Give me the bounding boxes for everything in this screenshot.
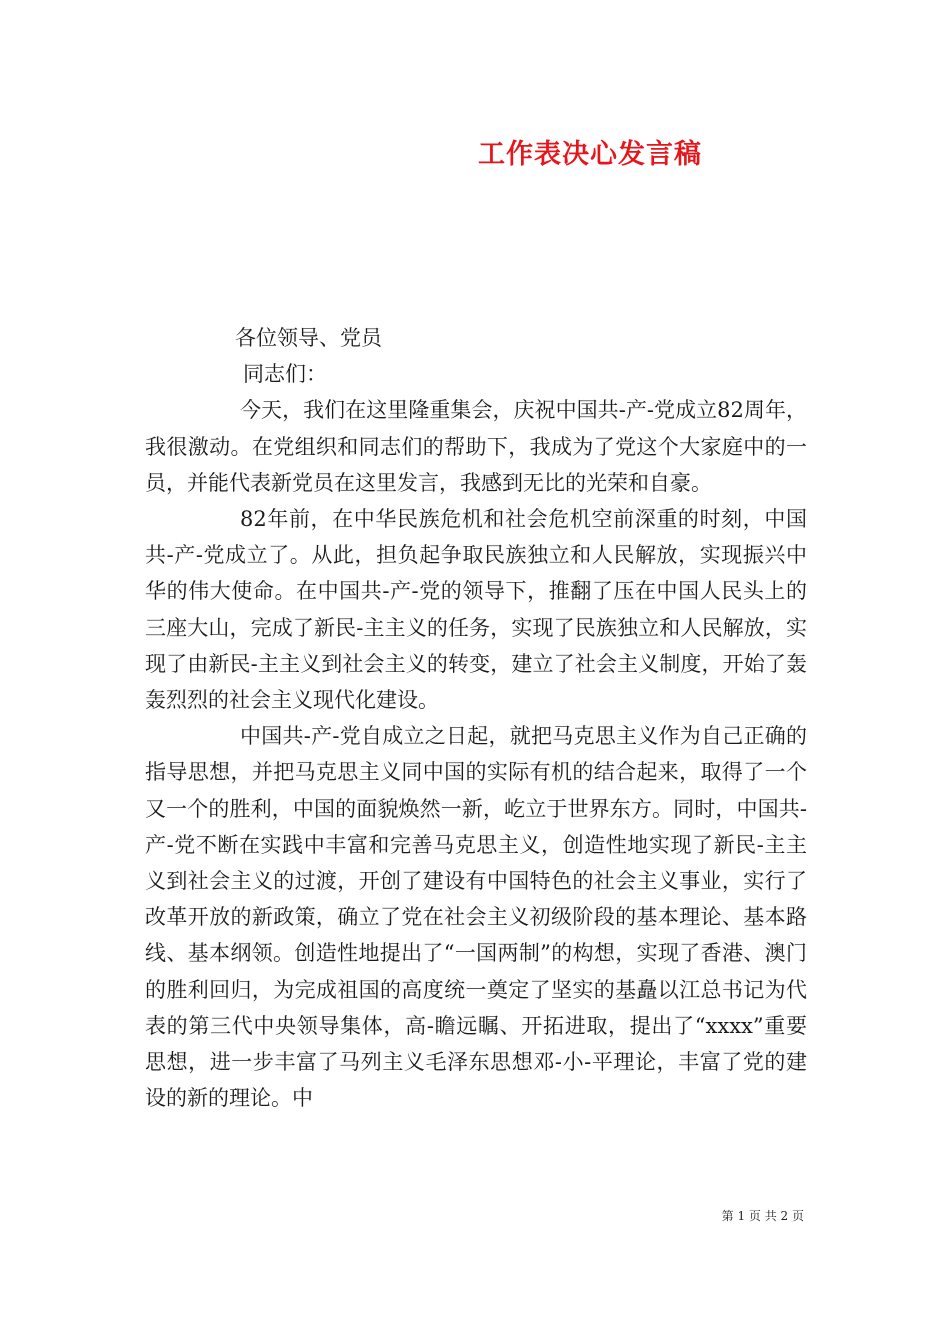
paragraph-guidance: 中国共-产-党自成立之日起，就把马克思主义作为自己正确的指导思想，并把马克思主义同中国的实际有机的结合起来，取得了一个又一个的胜利，中国的面貌焕然一新，屹立于世界东方。同时，中国共-产-党不断在实践中丰富和完善马克思主义，创造性地实现了新民-主主义到社会主义的过渡，开创了建设有中国特色的社会主义事业，实行了改革开放的新政策，确立了党在社会主义初级阶段的基本理论、基本路线、基本纲领。创造性地提出了“一国两制”的构想，实现了香港、澳门的胜利回归，为完成祖国的高度统一奠定了坚实的基矗以江总书记为代表的第三代中央领导集体，高-瞻远瞩、开拓进取，提出了“xxxx”重要思想，进一步丰富了马列主义毛泽东思想邓-小-平理论，丰富了党的建设的新的理论。中 <box>145 724 807 1111</box>
document-title: 工作表决心发言稿 <box>478 139 702 170</box>
salutation-comrades: 同志们： <box>243 362 327 387</box>
paragraph-opening: 今天，我们在这里隆重集会，庆祝中国共-产-党成立82周年，我很激动。在党组织和同志们的帮助下，我成为了党这个大家庭中的一员，并能代表新党员在这里发言，我感到无比的光荣和自豪。 <box>145 398 807 495</box>
paragraph-history: 82年前，在中华民族危机和社会危机空前深重的时刻，中国共-产-党成立了。从此，担负起争取民族独立和人民解放，实现振兴中华的伟大使命。在中国共-产-党的领导下，推翻了压在中国人民头上的三座大山，完成了新民-主主义的任务，实现了民族独立和人民解放，实现了由新民-主主义到社会主义的转变，建立了社会主义制度，开始了轰轰烈烈的社会主义现代化建设。 <box>145 507 807 713</box>
document-body <box>145 320 807 1116</box>
page-footer: 第 1 页 共 2 页 <box>721 1209 804 1223</box>
salutation-leaders: 各位领导、党员 <box>235 326 382 350</box>
